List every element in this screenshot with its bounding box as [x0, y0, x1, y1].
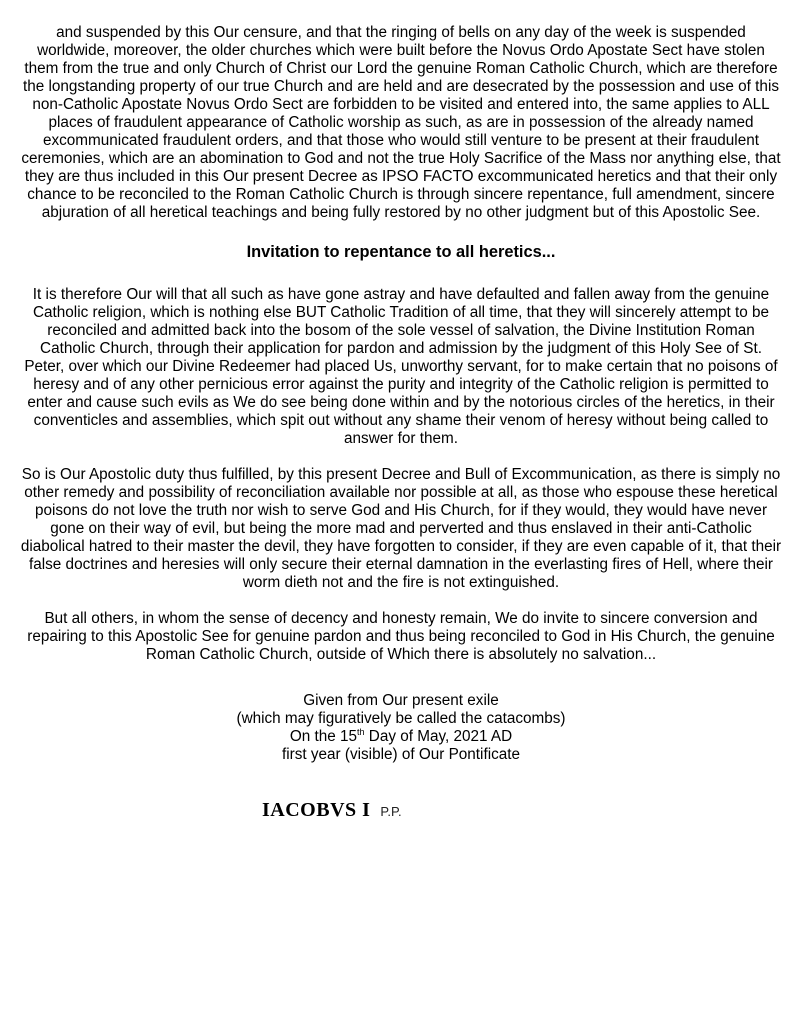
- signature: [262, 799, 402, 822]
- closing-line-exile: Given from Our present exile: [303, 692, 499, 709]
- paragraph-conversion-invite: But all others, in whom the sense of decency and honesty remain, We do invite to sincere conversion and repairing to this Apostolic See for genuine pardon and thus being reconciled to God in His Church, the genuine Roman Catholic Church, outside of Which there is absolutely no salvation...: [27, 610, 775, 663]
- date-ordinal-suffix: th: [357, 727, 365, 737]
- closing-line-pontificate: first year (visible) of Our Pontificate: [281, 746, 521, 763]
- date-suffix: Day of May, 2021 AD: [364, 728, 513, 745]
- paragraph-excommunication-decree: and suspended by this Our censure, and that the ringing of bells on any day of the week is suspended worldwide, moreover, the older churches which were built before the Novus Ordo Apostate Sect have stolen them from the true and only Church of Christ our Lord the genuine Roman Catholic Church, which are therefore the longstanding property of our true Church and are held and are desecrated by the possession and use of this non-Catholic Apostate Novus Ordo Sect are forbidden to be visited and entered into, the same applies to ALL places of fraudulent appearance of Catholic worship as such, as are in possession of the already named excommunicated fraudulent orders, and that those who would still venture to be present at their fraudulent ceremonies, which are an abomination to God and not the true Holy Sacrifice of the Mass nor anything else, that they are thus included in this Our present Decree as IPSO FACTO excommunicated heretics and that their only chance to be reconciled to the Roman Catholic Church is through sincere repentance, full amendment, sincere abjuration of all heretical teachings and being fully restored by no other judgment but of this Apostolic See.: [21, 24, 781, 221]
- paragraph-apostolic-duty: So is Our Apostolic duty thus fulfilled, by this present Decree and Bull of Excommunication, as there is simply no other remedy and possibility of reconciliation available nor possible at all, as those who espouse these heretical poisons do not love the truth nor wish to serve God and His Church, for if they would, they would have never gone on their way of evil, but being the more mad and perverted and thus enslaved in their anti-Catholic diabolical hatred to their master the devil, they have forgotten to consider, if they are even capable of it, that their false doctrines and heresies will only secure their eternal damnation in the everlasting fires of Hell, where their worm dieth not and the fire is not extinguished.: [20, 466, 782, 591]
- paragraph-invitation: It is therefore Our will that all such as have gone astray and have defaulted and fallen away from the genuine Catholic religion, which is nothing else BUT Catholic Tradition of all time, that they will sincerely attempt to be reconciled and admitted back into the bosom of the sole vessel of salvation, the Divine Institution Roman Catholic Church, through their application for pardon and admission by the judgment of this Holy See of St. Peter, over which our Divine Redeemer had placed Us, unworthy servant, for to make certain that no poisons of heresy and of any other pernicious error against the purity and integrity of the Catholic religion is permitted to enter and cause such evils as We do see being done within and by the notorious circles of the heretics, in their conventicles and assemblies, which spit out without any shame their venom of heresy without being called to answer for them.: [24, 286, 778, 447]
- closing-line-catacombs: (which may figuratively be called the catacombs): [236, 710, 566, 727]
- signature-title: P.P.: [380, 804, 402, 819]
- signature-name: IACOBVS I: [262, 799, 371, 821]
- section-heading: Invitation to repentance to all heretics...: [246, 243, 556, 261]
- closing-line-date: [18, 728, 784, 746]
- closing-block: [18, 692, 784, 764]
- date-prefix: On the 15: [289, 728, 357, 745]
- document-page: [18, 24, 784, 764]
